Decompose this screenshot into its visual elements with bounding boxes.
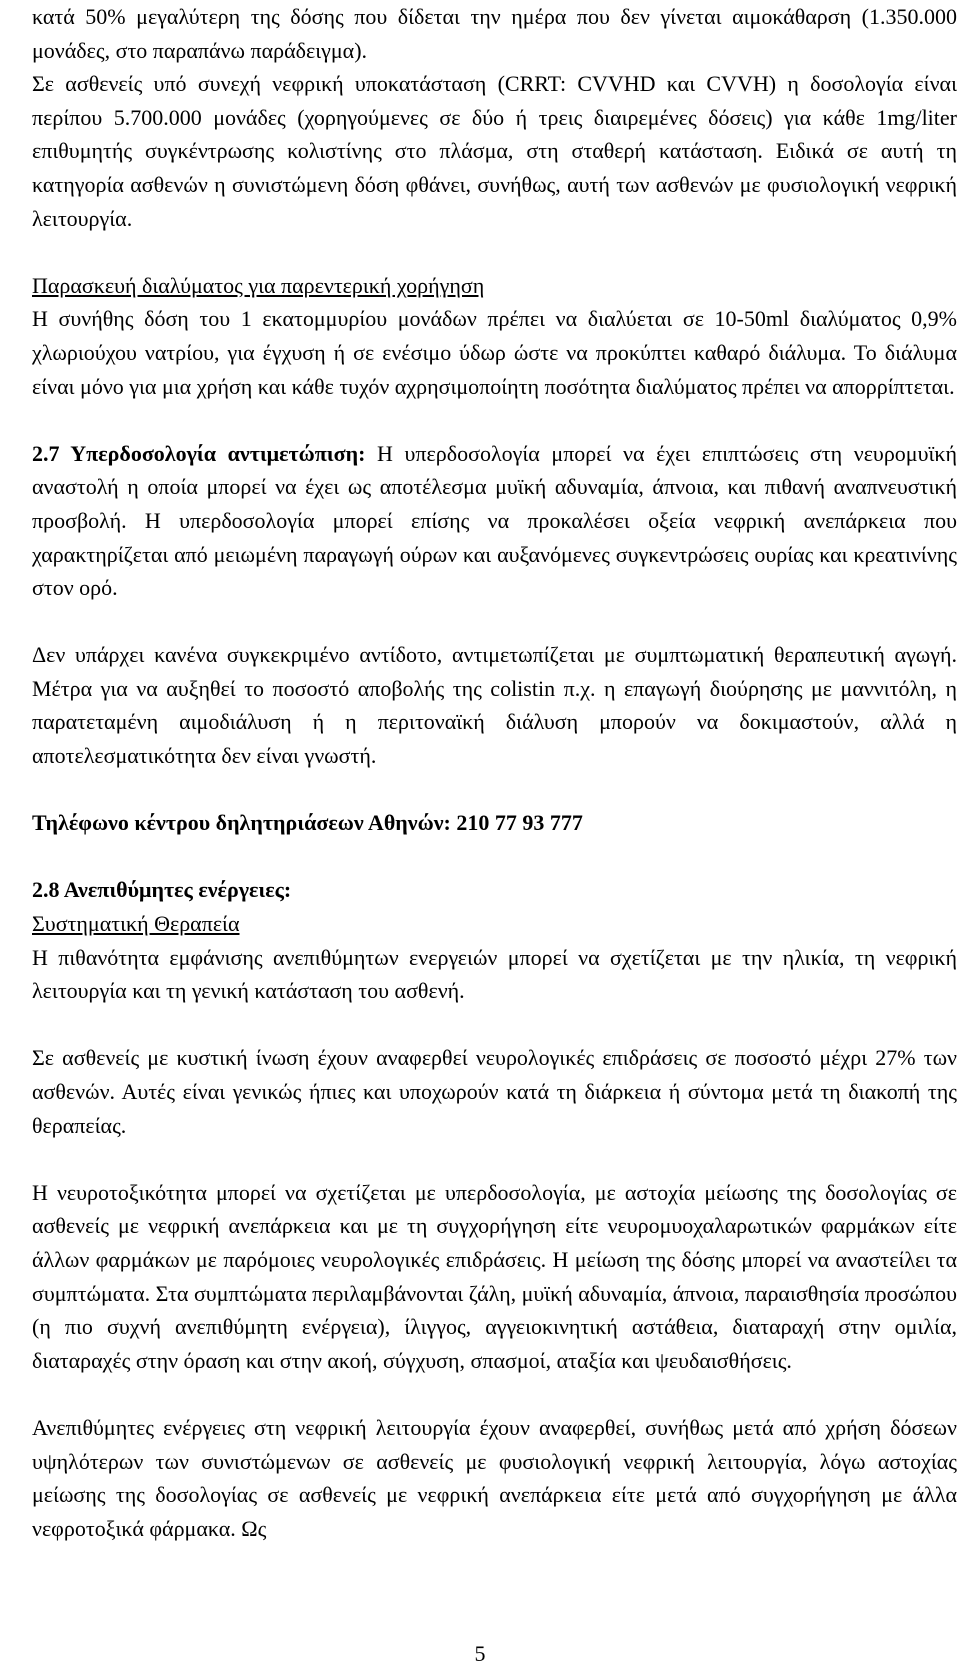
renal-effects-paragraph: Ανεπιθύμητες ενέργειες στη νεφρική λειτουργία έχουν αναφερθεί, συνήθως μετά από χρήση δόσεων υψηλότερων των συνιστώμενων σε ασθενείς με φυσιολογική νεφρική λειτουργία, λόγω αστοχίας μείωσης της δοσολογίας σε ασθενείς με νεφρική ανεπάρκεια είτε μετά από συγχορήγηση με άλλα νεφροτοξικά φάρμακα. Ως <box>32 1414 957 1541</box>
systemic-therapy-heading: Συστηματική Θεραπεία <box>32 911 240 937</box>
document-page <box>32 0 957 1545</box>
adverse-effects-heading: 2.8 Ανεπιθύμητες ενέργειες: <box>32 877 292 903</box>
paragraph-dosing-dialysis: κατά 50% μεγαλύτερη της δόσης που δίδεται την ημέρα που δεν γίνεται αιμοκάθαρση (1.350.000 μονάδες, στο παραπάνω παράδειγμα). <box>32 4 957 63</box>
prep-heading: Παρασκευή διαλύματος για παρεντερική χορήγηση <box>32 272 485 298</box>
cystic-fibrosis-paragraph: Σε ασθενείς με κυστική ίνωση έχουν αναφερθεί νευρολογικές επιδράσεις σε ποσοστό μέχρι 27% των ασθενών. Αυτές είναι γενικώς ήπιες και υποχωρούν κατά τη διάρκεια ή σύντομα μετά τη διακοπή της θεραπείας. <box>32 1045 957 1138</box>
page-number: 5 <box>474 1641 486 1666</box>
overdose-section <box>32 437 957 605</box>
poison-center-phone: Τηλέφωνο κέντρου δηλητηριάσεων Αθηνών: 210 77 93 777 <box>32 810 583 836</box>
neurotoxicity-paragraph: Η νευροτοξικότητα μπορεί να σχετίζεται με υπερδοσολογία, με αστοχία μείωσης της δοσολογίας σε ασθενείς με νεφρική ανεπάρκεια και με τη συγχορήγηση είτε νευρομυοχαλαρωτικών φαρμάκων είτε άλλων φαρμάκων με παρόμοιες νευρολογικές επιδράσεις. Η μείωση της δόσης μπορεί να αναστείλει τα συμπτώματα. Στα συμπτώματα περιλαμβάνονται ζάλη, μυϊκή αδυναμία, άπνοια, παραισθησία προσώπου (η πιο συχνή ανεπιθύμητη ενέργεια), ίλιγγος, αγγειοκινητική αστάθεια, διαταραχή στην ομιλία, διαταραχές στην όραση και στην ακοή, σύγχυση, σπασμοί, αταξία και ψευδαισθήσεις. <box>32 1179 957 1373</box>
prep-section <box>32 269 957 403</box>
antidote-paragraph: Δεν υπάρχει κανένα συγκεκριμένο αντίδοτο, αντιμετωπίζεται με συμπτωματική θεραπευτική αγωγή. Μέτρα για να αυξηθεί το ποσοστό αποβολής της colistin π.χ. η επαγωγή διούρησης με μαννιτόλη, η παρατεταμένη αιμοδιάλυση ή η περιτοναϊκή διάλυση μπορούν να δοκιμαστούν, αλλά η αποτελεσματικότητα δεν είναι γνωστή. <box>32 642 957 769</box>
paragraph-crrt-dosing: Σε ασθενείς υπό συνεχή νεφρική υποκατάσταση (CRRT: CVVHD και CVVH) η δοσολογία είναι περίπου 5.700.000 μονάδες (χορηγούμενες σε δύο ή τρεις διαιρεμένες δόσεις) για κάθε 1mg/liter επιθυμητής συγκέντρωσης κολιστίνης στο πλάσμα, στη σταθερή κατάσταση. Ειδικά σε αυτή τη κατηγορία ασθενών η συνιστώμενη δόση φθάνει, συνήθως, αυτή των ασθενών με φυσιολογική νεφρική λειτουργία. <box>32 71 957 231</box>
adverse-effects-section <box>32 873 957 1007</box>
overdose-text: Η υπερδοσολογία μπορεί να έχει επιπτώσεις στη νευρομυϊκή αναστολή η οποία μπορεί να έχει ως αποτέλεσμα μυϊκή αδυναμία, άπνοια, και πιθανή αναπνευστική προσβολή. Η υπερδοσολογία μπορεί επίσης να προκαλέσει οξεία νεφρική ανεπάρκεια που χαρακτηρίζεται από μειωμένη παραγωγή ούρων και αυξανόμενες συγκεντρώσεις ουρίας και κρεατινίνης στον ορό. <box>32 440 958 601</box>
overdose-heading: 2.7 Υπερδοσολογία αντιμετώπιση: <box>32 440 366 466</box>
systemic-therapy-text: Η πιθανότητα εμφάνισης ανεπιθύμητων ενεργειών μπορεί να σχετίζεται με την ηλικία, τη νεφρική λειτουργία και τη γενική κατάσταση του ασθενή. <box>32 944 957 1004</box>
prep-text: Η συνήθης δόση του 1 εκατομμυρίου μονάδων πρέπει να διαλύεται σε 10-50ml διαλύματος 0,9% χλωριούχου νατρίου, για έγχυση ή σε ενέσιμο ύδωρ ώστε να προκύπτει καθαρό διάλυμα. Το διάλυμα είναι μόνο για μια χρήση και κάθε τυχόν αχρησιμοποίητη ποσότητα διαλύματος πρέπει να απορρίπτεται. <box>32 306 957 399</box>
